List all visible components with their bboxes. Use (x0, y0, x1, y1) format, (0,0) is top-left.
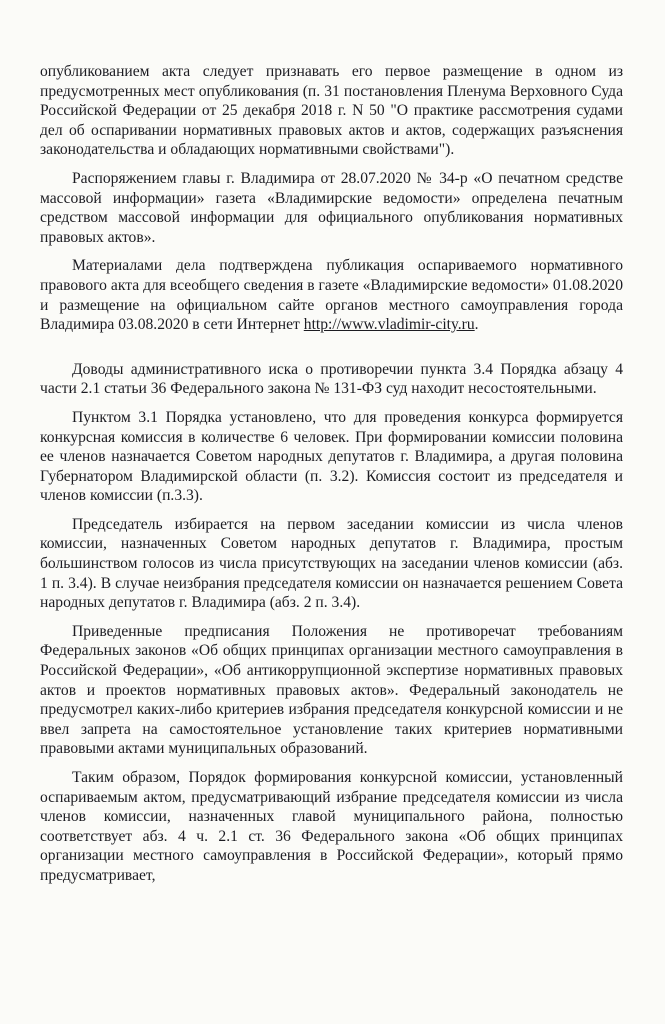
paragraph-chairman-election: Председатель избирается на первом заседании комиссии из числа членов комиссии, назначенных Советом народных депутатов г. Владимира, простым большинством голосов из числа присутствующих на заседании членов комиссии (абз. 1 п. 3.4). В случае неизбрания председателя комиссии он назначается решением Совета народных депутатов г. Владимира (абз. 2 п. 3.4). (40, 515, 623, 612)
paragraph-order-of-head: Распоряжением главы г. Владимира от 28.07.2020 № 34-р «О печатном средстве массовой информации» газета «Владимирские ведомости» определена печатным средством массовой информации для официального опубликования нормативных правовых актов». (40, 169, 623, 246)
paragraph-publication-text: Материалами дела подтверждена публикация оспариваемого нормативного правового акта для всеобщего сведения в газете «Владимирские ведомости» 01.08.2020 и размещение на официальном сайте органов местного самоуправления города Владимира 03.08.2020 в сети Интернет (40, 257, 623, 334)
paragraph-no-contradiction: Приведенные предписания Положения не противоречат требованиям Федеральных законов «Об общих принципах организации местного самоуправления в Российской Федерации», «Об антикоррупционной экспертизе нормативных правовых актов и проектов нормативных правовых актов». Федеральный законодатель не предусмотрел каких-либо критериев избрания председателя конкурсной комиссии и не ввел запрета на самостоятельное установление таких критериев нормативными правовыми актами муниципальных образований. (40, 622, 623, 758)
paragraph-conclusion: Таким образом, Порядок формирования конкурсной комиссии, установленный оспариваемым актом, предусматривающий избрание председателя комиссии из числа членов комиссии, назначенных главой муниципального района, полностью соответствует абз. 4 ч. 2.1 ст. 36 Федерального закона «Об общих принципах организации местного самоуправления в Российской Федерации», который прямо предусматривает, (40, 769, 623, 884)
paragraph-publication-end: . (474, 316, 479, 334)
paragraph-claims-rejected: Доводы административного иска о противоречии пункта 3.4 Порядка абзацу 4 части 2.1 статьи 36 Федерального закона № 131-ФЗ суд находит несостоятельными. (40, 360, 623, 398)
paragraph-publication-confirmed (40, 256, 623, 334)
paragraph-publication-rule: опубликованием акта следует признавать его первое размещение в одном из предусмотренных мест опубликования (п. 31 постановления Пленума Верховного Суда Российской Федерации от 25 декабря 2018 г. N 50 "О практике рассмотрения судами дел об оспаривании нормативных правовых актов и актов, содержащих разъяснения законодательства и обладающих нормативными свойствами"). (40, 63, 623, 159)
website-link[interactable]: http://www.vladimir-city.ru (303, 316, 475, 334)
paragraph-commission-formation: Пунктом 3.1 Порядка установлено, что для проведения конкурса формируется конкурсная комиссия в количестве 6 человек. При формировании комиссии половина ее членов назначается Советом народных депутатов г. Владимира, а другая половина Губернатором Владимирской области (п. 3.2). Комиссия состоит из председателя и членов комиссии (п.3.3). (40, 408, 623, 505)
paragraph-gap (40, 344, 623, 360)
